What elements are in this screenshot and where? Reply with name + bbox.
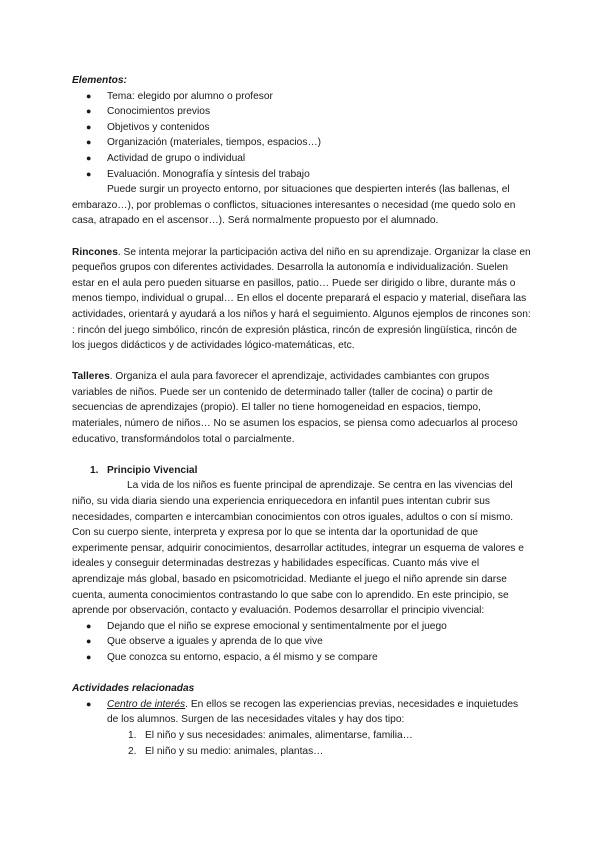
spacer [72,447,532,463]
list-item: ● Tema: elegido por alumno o profesor [72,89,532,105]
principio-paragraph-wrap [72,478,532,618]
principio-number: 1. [90,464,99,476]
list-item: ● Actividad de grupo o individual [72,151,532,167]
list-item: ● Organización (materiales, tiempos, espacios…) [72,135,532,151]
bullet-icon: ● [86,121,92,132]
rincones-text: . Se intenta mejorar la participación activa del niño en su aprendizaje. Organizar la clase en pequeños grupos con diferentes actividades. Desarrolla la autonomía e individualización. Suelen estar en el aula pero pueden situarse en pasillos, patio… Puede ser dirigido o libre, durante más o menos tiempo, individual o grupal… En ellos el docente preparará el espacio y material, diseñara las actividades, orientará y ayudará a los niños y hará el seguimiento. Algunos ejemplos de rincones son: : rincón del juego simbólico, rincón de expresión plástica, rincón de expresión lingüística, rincón de los juegos didácticos y de actividades lógico-matemáticas, etc. [72,246,531,352]
centro-interes-text: . En ellos se recogen las experiencias previas, necesidades e inquietudes de los alumnos. Surgen de las necesidades vitales y hay dos tipo: [107,698,519,726]
bullet-icon: ● [86,90,92,101]
list-item: ● Objetivos y contenidos [72,120,532,136]
bullet-icon: ● [86,698,92,709]
actividades-sublist [72,728,532,759]
list-item: 2. El niño y su medio: animales, plantas… [72,744,532,760]
list-item [72,697,532,728]
rincones-term: Rincones [72,246,118,258]
bullet-icon: ● [86,137,92,148]
centro-interes-term: Centro de interés [107,698,186,710]
bullet-icon: ● [86,651,92,662]
subitem-number: 1. [128,729,137,741]
list-item: ● Dejando que el niño se exprese emocional y sentimentalmente por el juego [72,619,532,635]
principio-list [72,619,532,666]
rincones-paragraph [72,245,532,354]
actividades-heading: Actividades relacionadas [72,683,195,695]
proyecto-paragraph: Puede surgir un proyecto entorno, por situaciones que despierten interés (las ballenas, el embarazo…), por problemas o conflictos, situaciones interesantes o necesidad (me quedo solo en casa, atrapado en el ascensor…). Será normalmente propuesto por el alumnado. [72,184,516,227]
principio-paragraph: La vida de los niños es fuente principal de aprendizaje. Se centra en las vivencias del niño, su vida diaria siendo una experiencia enriquecedora en infantil pues intentan cubrir sus necesidades, comparten e intercambian conocimientos con otros iguales, adultos o con sí mismo. Con su cuerpo siente, interpreta y expresa por lo que se intenta dar la oportunidad de que experimente pensar, adquirir conocimientos, desarrollar actitudes, integrar un esquema de valores e ideales y conseguir determinadas destrezas y habilidades específicas. Cuanto más vive el aprendizaje más global, basado en psicomotricidad. Mediante el juego el niño aprende sin darse cuenta, aumenta conocimientos contrastando lo que sabe con lo aprendido. En este principio, se aprende por observación, contacto y evaluación. Podemos desarrollar el principio vivencial: [72,480,524,617]
principio-title: Principio Vivencial [107,464,198,476]
list-item: ● Conocimientos previos [72,104,532,120]
talleres-term: Talleres [72,371,110,383]
bullet-icon: ● [86,620,92,631]
talleres-paragraph [72,369,532,447]
list-item: ● Evaluación. Monografía y síntesis del trabajo [72,167,532,183]
bullet-icon: ● [86,106,92,117]
spacer [72,229,532,245]
document-page [72,73,532,759]
bullet-icon: ● [86,636,92,647]
spacer [72,354,532,370]
bullet-icon: ● [86,168,92,179]
bullet-icon: ● [86,152,92,163]
spacer [72,666,532,682]
elementos-list [72,89,532,183]
list-item: 1. El niño y sus necesidades: animales, alimentarse, familia… [72,728,532,744]
principio-heading [72,463,532,479]
list-item: ● Que observe a iguales y aprenda de lo que vive [72,634,532,650]
subitem-number: 2. [128,745,137,757]
list-item: ● Que conozca su entorno, espacio, a él mismo y se compare [72,650,532,666]
talleres-text: . Organiza el aula para favorecer el aprendizaje, actividades cambiantes con grupos variables de niños. Puede ser un contenido de determinado taller (taller de cocina) o partir de secuencias de aprendizajes (propio). El taller no tiene homogeneidad en espacios, tiempo, materiales, número de niños… No se asumen los espacios, se piensa como adecuarlos al proceso educativo, transformándolos total o parcialmente. [72,371,518,445]
elementos-heading: Elementos: [72,75,127,86]
actividades-list [72,697,532,728]
